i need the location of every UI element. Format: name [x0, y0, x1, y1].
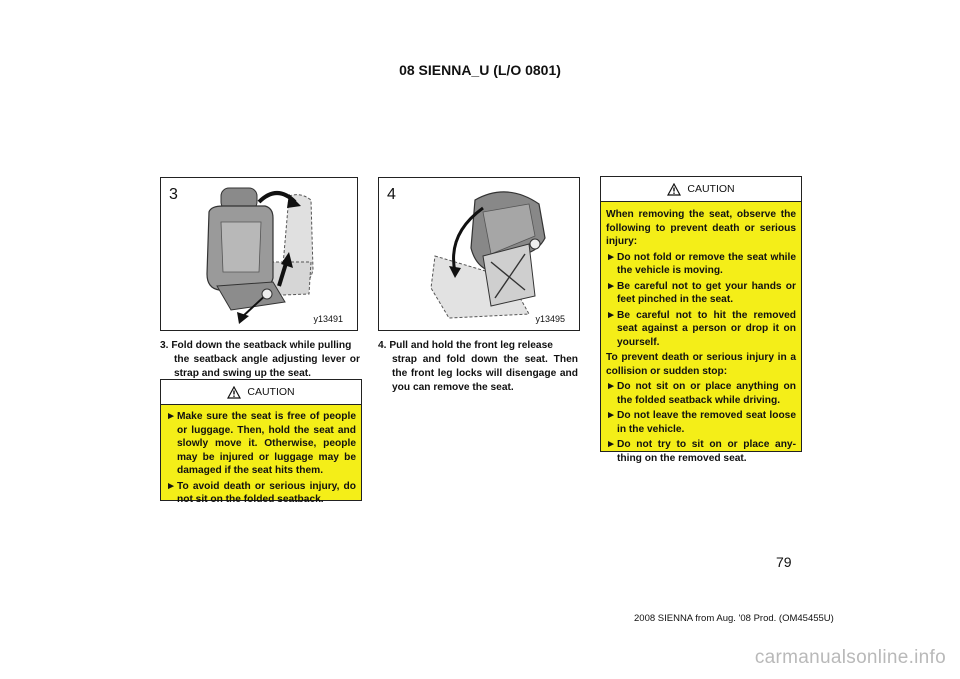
caution-bullet	[166, 410, 356, 478]
bullet-text: To avoid death or serious injury, do not sit on the folded seatback.	[177, 480, 356, 505]
bullet-text: Make sure the seat is free of people or luggage. Then, hold the seat and slowly move it. Otherwise, people may be injured or luggage may be damaged if the seat hits them.	[177, 411, 356, 476]
caution-bullet	[606, 380, 796, 407]
bullet-arrow-icon: ►	[606, 410, 617, 421]
caution-body	[601, 202, 801, 473]
figure-code: y13495	[535, 314, 565, 324]
caution-title: CAUTION	[687, 183, 735, 195]
caution-box-right	[600, 176, 802, 464]
page-footer: 2008 SIENNA from Aug. '08 Prod. (OM45455U)	[634, 613, 834, 624]
page-number: 79	[776, 554, 792, 570]
page-header: 08 SIENNA_U (L/O 0801)	[399, 62, 561, 78]
figure-number: 4	[387, 186, 396, 203]
bullet-text: Do not try to sit on or place any- thing on the removed seat.	[617, 439, 796, 464]
warning-triangle-icon	[667, 183, 681, 196]
bullet-text: Be careful not to hit the removed seat against a person or drop it on yourself.	[617, 309, 796, 348]
bullet-text: Do not sit on or place anything on the folded seatback while driving.	[617, 381, 796, 406]
figure-code: y13491	[313, 314, 343, 324]
caution-bullet	[166, 480, 356, 507]
bullet-arrow-icon: ►	[166, 480, 177, 492]
step-3-first-line: 3. Fold down the seatback while pulling	[160, 340, 352, 351]
caution-bullet	[606, 251, 796, 278]
step-3-continuation: the seatback angle adjusting lever or strap and swing up the seat.	[174, 354, 360, 379]
caution-title: CAUTION	[247, 386, 295, 398]
caution-intro: To prevent death or serious injury in a collision or sudden stop:	[606, 352, 796, 377]
watermark-link[interactable]: carmanualsonline.info	[754, 647, 946, 668]
bullet-arrow-icon: ►	[606, 309, 617, 321]
caution-body	[161, 405, 361, 515]
seat-fold-illustration	[161, 178, 357, 330]
bullet-text: Do not fold or remove the seat while the vehicle is moving.	[617, 251, 796, 276]
caution-bullet	[606, 438, 796, 465]
bullet-text: Do not leave the removed seat loose in the vehicle.	[617, 410, 796, 435]
figure-seat-remove	[378, 177, 580, 331]
figure-number: 3	[169, 186, 178, 203]
caution-intro: When removing the seat, observe the following to prevent death or serious injury:	[606, 209, 796, 247]
seat-remove-illustration	[379, 178, 579, 330]
caution-header	[601, 177, 801, 202]
step-4-first-line: 4. Pull and hold the front leg release	[378, 340, 553, 351]
caution-bullet	[606, 409, 796, 436]
caution-header	[161, 380, 361, 405]
bullet-arrow-icon: ►	[606, 280, 617, 292]
step-4-continuation: strap and fold down the seat. Then the front leg locks will disengage and you can remove the seat.	[392, 354, 578, 393]
bullet-text: Be careful not to get your hands or feet pinched in the seat.	[617, 280, 796, 305]
figure-seat-fold	[160, 177, 358, 331]
bullet-arrow-icon: ►	[606, 439, 617, 450]
caution-bullet	[606, 309, 796, 350]
bullet-arrow-icon: ►	[606, 381, 617, 392]
step-3-text	[160, 339, 360, 381]
bullet-arrow-icon: ►	[166, 411, 177, 422]
warning-triangle-icon	[227, 386, 241, 399]
step-4-text	[378, 339, 578, 395]
bullet-arrow-icon: ►	[606, 251, 617, 263]
caution-box-left	[160, 379, 362, 505]
caution-bullet	[606, 280, 796, 307]
